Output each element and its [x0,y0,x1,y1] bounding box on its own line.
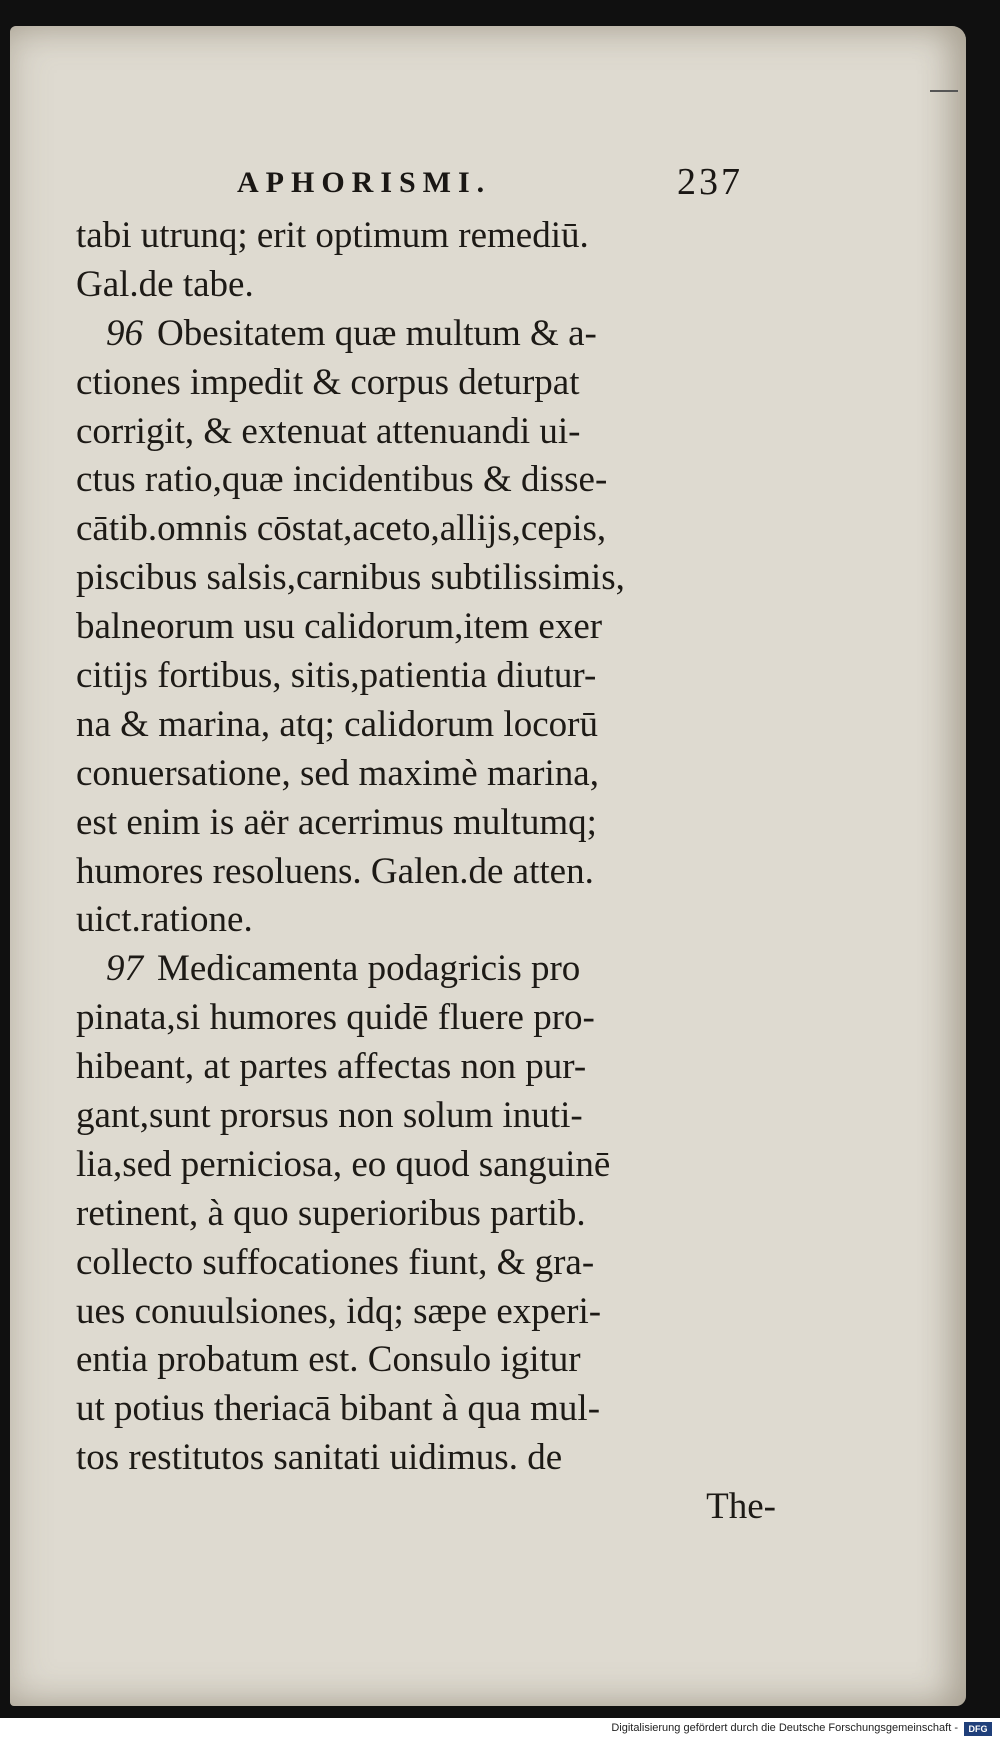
text-line: na & marina, atq; calidorum locorū [76,703,598,745]
text-line: humores resoluens. Galen.de atten. [76,850,594,892]
text-line: tos restitutos sanitati uidimus. de [76,1437,563,1479]
digitization-footer [0,1718,1000,1741]
aphorism-text: Medicamenta podagricis pro [157,948,581,990]
text-line: tabi utrunq; erit optimum remediū. [76,215,589,256]
dfg-logo-icon: DFG [964,1722,992,1736]
book-page [10,26,966,1706]
text-line [76,310,776,359]
page-number: 237 [677,161,743,203]
aphorism-number: 97 [106,948,143,990]
text-line: collecto suffocationes fiunt, & gra- [76,1241,595,1283]
text-line: ctus ratio,quæ incidentibus & disse- [76,459,608,501]
page-inner [10,26,966,1706]
text-line: piscibus salsis,carnibus subtilissimis, [76,557,625,599]
text-line: conuersatione, sed maximè marina, [76,752,599,794]
text-line: lia,sed perniciosa, eo quod sanguinē [76,1143,611,1185]
aphorism-text: Obesitatem quæ multum & a- [157,312,597,354]
text-line: ut potius theriacā bibant à qua mul- [76,1388,601,1430]
text-line: est enim is aër acerrimus multumq; [76,801,597,843]
footer-credit: Digitalisierung gefördert durch die Deutsche Forschungsgemeinschaft - [611,1722,958,1734]
text-line [76,945,776,994]
text-line: gant,sunt prorsus non solum inuti- [76,1095,583,1137]
text-line: ues conuulsiones, idq; sæpe experi- [76,1290,602,1332]
text-line: ctiones impedit & corpus deturpat [76,361,580,403]
text-line: entia probatum est. Consulo igitur [76,1339,581,1381]
page-header [72,138,772,203]
text-line: hibeant, at partes affectas non pur- [76,1046,587,1088]
text-line: balneorum usu calidorum,item exer [76,606,603,648]
corner-mark [930,90,958,92]
running-head: APHORISMI. [237,166,492,199]
text-line: cātib.omnis cōstat,aceto,allijs,cepis, [76,508,607,550]
aphorism-number: 96 [106,312,143,354]
text-line: Gal.de tabe. [76,263,254,305]
text-line: retinent, à quo superioribus partib. [76,1192,586,1234]
text-line: uict.ratione. [76,899,253,941]
catchword: The- [706,1486,776,1528]
text-line: pinata,si humores quidē fluere pro- [76,997,595,1039]
text-line: citijs fortibus, sitis,patientia diutur- [76,655,597,697]
text-line: corrigit, & extenuat attenuandi ui- [76,410,581,452]
text-block [76,212,776,1532]
